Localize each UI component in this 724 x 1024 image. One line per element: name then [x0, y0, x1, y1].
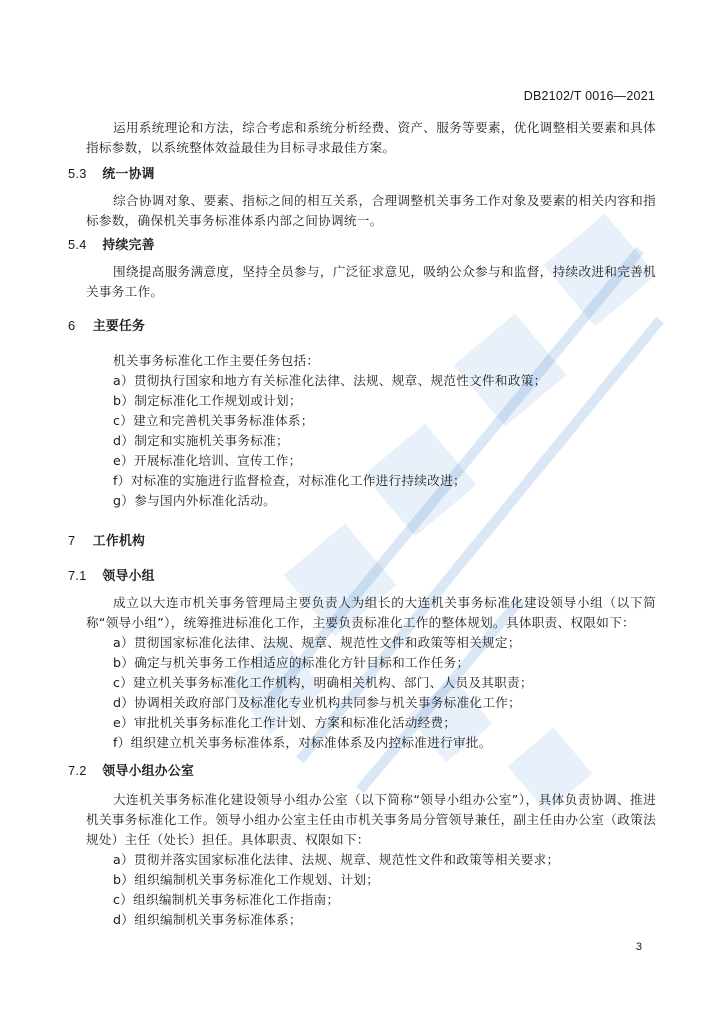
section-title: 领导小组 [102, 569, 155, 584]
list-item: d）组织编制机关事务标准体系； [113, 912, 302, 927]
document-body [68, 118, 656, 930]
section-number: 5.3 [68, 166, 87, 181]
list-item: c）组织编制机关事务标准化工作指南； [113, 892, 340, 907]
list-item: a）贯彻国家标准化法律、法规、规章、规范性文件和政策等相关规定； [113, 635, 521, 650]
chapter-number: 7 [68, 533, 76, 548]
list-item: d）制定和实施机关事务标准； [113, 433, 289, 448]
list-item: b）组织编制机关事务标准化工作规划、计划； [113, 872, 380, 887]
list-item: d）协调相关政府部门及标准化专业机构共同参与机关事务标准化工作； [113, 695, 521, 710]
chapter-number: 6 [68, 318, 76, 333]
list-item: f）组织建立机关事务标准体系，对标准体系及内控标准进行审批。 [113, 735, 492, 750]
paragraph: 综合协调对象、要素、指标之间的相互关系，合理调整机关事务工作对象及要素的相关内容和指标参数，确保机关事务标准体系内部之间协调统一。 [86, 193, 656, 228]
section-title: 领导小组办公室 [102, 764, 195, 779]
chapter-title: 主要任务 [92, 319, 146, 334]
list-item: c）建立和完善机关事务标准体系； [113, 413, 314, 428]
chapter-heading-7 [68, 531, 656, 552]
paragraph: 机关事务标准化工作主要任务包括： [113, 353, 320, 368]
document-code: DB2102/T 0016—2021 [523, 89, 655, 103]
chapter-title: 工作机构 [92, 534, 146, 549]
paragraph: 围绕提高服务满意度，坚持全员参与，广泛征求意见，吸纳公众参与和监督，持续改进和完善机关事务工作。 [86, 264, 656, 299]
paragraph: 成立以大连市机关事务管理局主要负责人为组长的大连机关事务标准化建设领导小组（以下简称“领导小组”），统筹推进标准化工作，主要负责标准化工作的整体规划。具体职责、权限如下： [86, 595, 656, 630]
section-title: 统一协调 [102, 167, 155, 182]
list-item: f）对标准的实施进行监督检查，对标准化工作进行持续改进； [113, 473, 466, 488]
list-item: a）贯彻并落实国家标准化法律、法规、规章、规范性文件和政策等相关要求； [113, 852, 560, 867]
section-heading-5-4 [68, 235, 656, 256]
list-item: e）开展标准化培训、宣传工作； [113, 453, 302, 468]
section-heading-7-1 [68, 566, 656, 587]
list-item: c）建立机关事务标准化工作机构，明确相关机构、部门、人员及其职责； [113, 675, 533, 690]
list-item: e）审批机关事务标准化工作计划、方案和标准化活动经费； [113, 715, 457, 730]
chapter-heading-6 [68, 316, 656, 337]
list-item: g）参与国内外标准化活动。 [113, 493, 277, 508]
page-number: 3 [635, 941, 642, 953]
section-number: 7.1 [68, 568, 87, 583]
section-heading-7-2 [68, 761, 656, 782]
list-item: b）确定与机关事务工作相适应的标准化方针目标和工作任务； [113, 655, 470, 670]
list-item: b）制定标准化工作规划或计划； [113, 393, 302, 408]
section-title: 持续完善 [102, 238, 155, 253]
list-item: a）贯彻执行国家和地方有关标准化法律、法规、规章、规范性文件和政策； [113, 373, 547, 388]
paragraph: 大连机关事务标准化建设领导小组办公室（以下简称“领导小组办公室”），具体负责协调、推进机关事务标准化工作。领导小组办公室主任由市机关事务局分管领导兼任，副主任由办公室（政策法规处）主任（处长）担任。具体职责、权限如下： [86, 792, 656, 847]
section-number: 7.2 [68, 763, 87, 778]
paragraph: 运用系统理论和方法，综合考虑和系统分析经费、资产、服务等要素，优化调整相关要素和具体指标参数，以系统整体效益最佳为目标寻求最佳方案。 [86, 120, 656, 155]
section-number: 5.4 [68, 237, 87, 252]
section-heading-5-3 [68, 164, 656, 185]
